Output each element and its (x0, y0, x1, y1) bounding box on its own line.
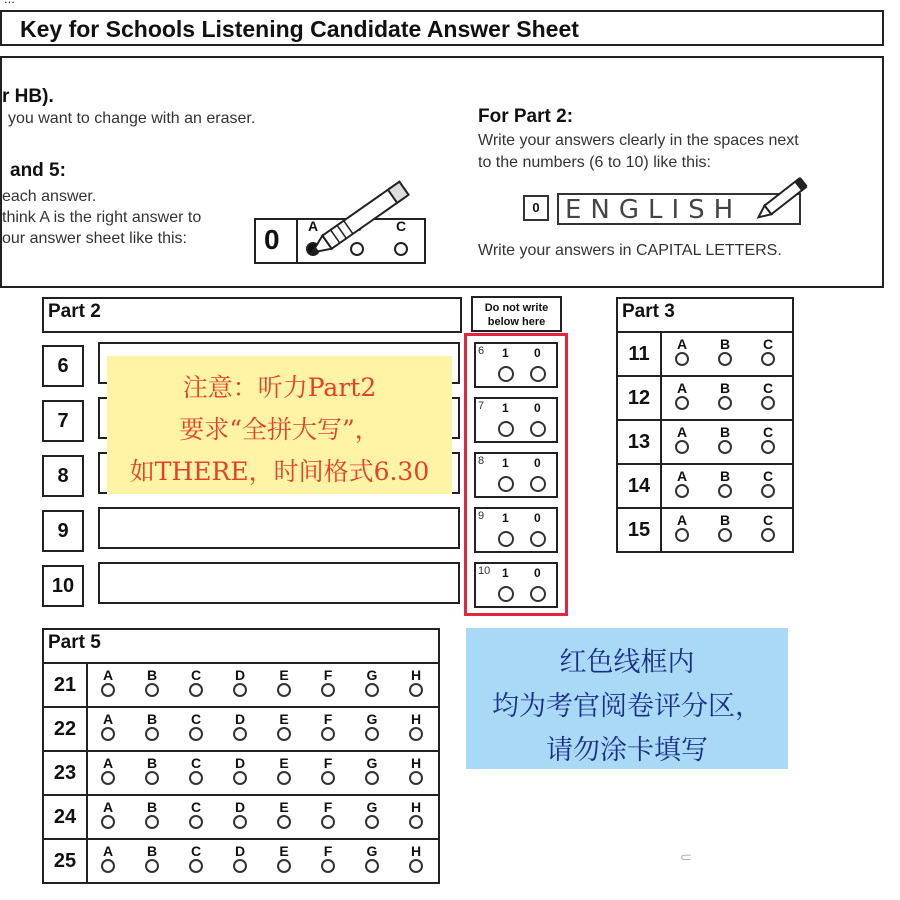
answer-option[interactable] (186, 712, 206, 741)
option-bubble[interactable] (277, 683, 291, 697)
option-letter: G (366, 711, 378, 727)
option-bubble[interactable] (145, 815, 159, 829)
examiner-mark-box (474, 397, 558, 443)
option-letter: A (676, 380, 688, 396)
option-bubble[interactable] (321, 727, 335, 741)
answer-option[interactable] (142, 800, 162, 829)
option-bubble[interactable] (101, 683, 115, 697)
note-line-1: 注意：听力Part2 (182, 373, 377, 402)
question-number: 13 (618, 421, 662, 463)
option-letter: F (323, 711, 333, 727)
part2-answer-field[interactable] (98, 562, 460, 604)
answer-option[interactable] (230, 712, 250, 741)
option-bubble[interactable] (718, 528, 732, 542)
answer-option[interactable] (715, 469, 735, 498)
part2-question-number: 7 (42, 400, 84, 442)
question-number: 21 (44, 664, 88, 706)
part2-header (42, 297, 462, 333)
answer-row (618, 463, 792, 507)
mark-bubble[interactable] (530, 476, 546, 492)
option-letter: G (366, 843, 378, 859)
answer-row (618, 331, 792, 375)
mark-label-0: 0 (534, 401, 541, 415)
option-letter: B (719, 468, 731, 484)
answer-option[interactable] (98, 712, 118, 741)
option-bubble[interactable] (718, 352, 732, 366)
answer-option[interactable] (672, 513, 692, 542)
option-letter: A (676, 336, 688, 352)
answer-row (44, 706, 438, 750)
answer-option[interactable] (672, 337, 692, 366)
answer-option[interactable] (715, 381, 735, 410)
option-bubble[interactable] (409, 815, 423, 829)
mark-label-0: 0 (534, 456, 541, 470)
option-letter: F (323, 843, 333, 859)
mark-question-number: 9 (478, 510, 485, 522)
option-letter: B (146, 799, 158, 815)
option-letter: C (190, 755, 202, 771)
answer-option[interactable] (186, 800, 206, 829)
answer-option[interactable] (142, 756, 162, 785)
option-bubble[interactable] (718, 396, 732, 410)
mark-question-number: 8 (478, 455, 485, 467)
answer-row (44, 750, 438, 794)
example-answer-word: ENGLISH (565, 195, 743, 225)
option-bubble[interactable] (277, 771, 291, 785)
answer-option[interactable] (98, 756, 118, 785)
option-letter: F (323, 667, 333, 683)
answer-option[interactable] (230, 844, 250, 873)
option-letter: A (102, 711, 114, 727)
option-bubble[interactable] (101, 859, 115, 873)
do-not-write-line-1: Do not write (484, 302, 549, 314)
instructions-panel (0, 56, 884, 288)
option-letter: F (323, 755, 333, 771)
answer-option[interactable] (274, 712, 294, 741)
option-letter: A (676, 424, 688, 440)
cropped-header-text (4, 0, 624, 5)
answer-option[interactable] (758, 513, 778, 542)
pencil-icon (300, 178, 430, 258)
option-bubble[interactable] (675, 352, 689, 366)
answer-option[interactable] (274, 800, 294, 829)
answer-row (44, 794, 438, 838)
note-line-1: 红色线框内 (559, 647, 695, 678)
answer-sheet-title-bar (0, 10, 884, 46)
answer-option[interactable] (672, 425, 692, 454)
example-number: 0 (264, 224, 280, 255)
option-letter: E (279, 799, 289, 815)
part2-question-number: 9 (42, 510, 84, 552)
option-bubble[interactable] (233, 727, 247, 741)
answer-option[interactable] (230, 668, 250, 697)
answer-option[interactable] (758, 381, 778, 410)
option-letter: E (279, 711, 289, 727)
option-letter: H (410, 799, 422, 815)
answer-option[interactable] (758, 337, 778, 366)
instruction-line-5: think A is the right answer to (2, 209, 202, 226)
option-bubble[interactable] (365, 727, 379, 741)
option-bubble[interactable] (277, 815, 291, 829)
answer-option[interactable] (98, 844, 118, 873)
option-letter: D (234, 711, 246, 727)
answer-option[interactable] (142, 668, 162, 697)
option-bubble[interactable] (189, 727, 203, 741)
pencil-icon (752, 176, 816, 220)
instruction-line-4: each answer. (2, 188, 97, 205)
option-bubble[interactable] (321, 859, 335, 873)
note-line-2: 要求“全拼大写”， (179, 415, 380, 444)
option-letter: A (102, 667, 114, 683)
option-letter: E (279, 843, 289, 859)
option-letter: C (190, 843, 202, 859)
answer-option[interactable] (758, 469, 778, 498)
option-bubble[interactable] (233, 771, 247, 785)
part5-title: Part 5 (48, 632, 101, 653)
option-bubble[interactable] (145, 683, 159, 697)
examiner-mark-box (474, 452, 558, 498)
mark-bubble[interactable] (530, 366, 546, 382)
option-letter: G (366, 799, 378, 815)
page-title: Key for Schools Listening Candidate Answer Sheet (20, 16, 579, 42)
answer-option[interactable] (406, 756, 426, 785)
part2-instruction-line-1: Write your answers clearly in the spaces next (478, 132, 799, 149)
example-letter-c: C (396, 218, 407, 234)
option-letter: C (190, 799, 202, 815)
option-bubble[interactable] (101, 815, 115, 829)
answer-option[interactable] (758, 425, 778, 454)
option-bubble[interactable] (675, 396, 689, 410)
option-letter: G (366, 755, 378, 771)
example-number-box: 0 (523, 195, 549, 221)
note-examiner-area (466, 628, 788, 769)
option-letter: H (410, 667, 422, 683)
answer-option[interactable] (230, 756, 250, 785)
part3-title: Part 3 (622, 301, 675, 322)
option-bubble[interactable] (101, 771, 115, 785)
question-number: 22 (44, 708, 88, 750)
question-number: 25 (44, 840, 88, 882)
option-letter: D (234, 667, 246, 683)
examiner-mark-box (474, 342, 558, 388)
answer-option[interactable] (362, 800, 382, 829)
question-number: 14 (618, 465, 662, 507)
mark-question-number: 10 (478, 565, 491, 577)
part2-title: Part 2 (48, 301, 101, 322)
option-bubble[interactable] (365, 859, 379, 873)
question-number: 11 (618, 333, 662, 375)
answer-option[interactable] (186, 668, 206, 697)
option-bubble[interactable] (145, 859, 159, 873)
note-line-3: 请勿涂卡填写 (546, 735, 708, 766)
option-bubble[interactable] (365, 815, 379, 829)
option-bubble[interactable] (409, 683, 423, 697)
example-letter-a: A (308, 218, 319, 234)
answer-option[interactable] (672, 381, 692, 410)
option-bubble[interactable] (675, 440, 689, 454)
option-letter: A (676, 468, 688, 484)
option-letter: B (146, 755, 158, 771)
option-letter: C (762, 512, 774, 528)
answer-option[interactable] (142, 712, 162, 741)
examiner-mark-box (474, 507, 558, 553)
option-letter: C (762, 380, 774, 396)
option-letter: H (410, 711, 422, 727)
option-bubble[interactable] (365, 683, 379, 697)
option-bubble[interactable] (761, 528, 775, 542)
option-letter: D (234, 755, 246, 771)
answer-option[interactable] (406, 844, 426, 873)
part2-question-number: 8 (42, 455, 84, 497)
part2-answer-field[interactable] (98, 507, 460, 549)
option-bubble[interactable] (718, 484, 732, 498)
option-bubble[interactable] (761, 352, 775, 366)
mark-bubble[interactable] (498, 586, 514, 602)
instruction-line-1: r HB). (2, 86, 54, 107)
option-bubble[interactable] (409, 771, 423, 785)
mark-bubble[interactable] (498, 366, 514, 382)
mark-bubble[interactable] (530, 531, 546, 547)
option-bubble[interactable] (675, 484, 689, 498)
option-letter: B (146, 667, 158, 683)
answer-option[interactable] (274, 756, 294, 785)
part3-grid (616, 297, 794, 553)
option-bubble[interactable] (675, 528, 689, 542)
option-letter: A (102, 755, 114, 771)
question-number: 15 (618, 509, 662, 551)
option-letter: G (366, 667, 378, 683)
option-bubble[interactable] (145, 771, 159, 785)
option-bubble[interactable] (277, 859, 291, 873)
option-letter: A (102, 799, 114, 815)
answer-option[interactable] (230, 800, 250, 829)
answer-option[interactable] (715, 337, 735, 366)
answer-option[interactable] (318, 712, 338, 741)
option-bubble[interactable] (233, 859, 247, 873)
option-letter: E (279, 755, 289, 771)
mark-bubble[interactable] (530, 586, 546, 602)
answer-option[interactable] (362, 844, 382, 873)
option-bubble[interactable] (233, 815, 247, 829)
mark-label-0: 0 (534, 511, 541, 525)
option-letter: F (323, 799, 333, 815)
answer-row (618, 419, 792, 463)
option-bubble[interactable] (145, 727, 159, 741)
answer-option[interactable] (274, 844, 294, 873)
option-letter: C (762, 468, 774, 484)
answer-option[interactable] (318, 668, 338, 697)
answer-option[interactable] (318, 756, 338, 785)
option-bubble[interactable] (321, 683, 335, 697)
answer-option[interactable] (318, 800, 338, 829)
option-letter: B (719, 336, 731, 352)
answer-option[interactable] (715, 425, 735, 454)
option-bubble[interactable] (409, 727, 423, 741)
mark-bubble[interactable] (498, 531, 514, 547)
option-bubble[interactable] (189, 859, 203, 873)
option-bubble[interactable] (321, 771, 335, 785)
answer-row (44, 838, 438, 882)
option-letter: D (234, 799, 246, 815)
option-letter: H (410, 843, 422, 859)
answer-option[interactable] (406, 668, 426, 697)
mark-label-0: 0 (534, 566, 541, 580)
option-letter: C (762, 336, 774, 352)
part2-question-number: 10 (42, 565, 84, 607)
mark-label-0: 0 (534, 346, 541, 360)
option-bubble[interactable] (321, 815, 335, 829)
option-letter: B (146, 711, 158, 727)
option-bubble[interactable] (761, 440, 775, 454)
option-bubble[interactable] (189, 815, 203, 829)
mark-label-1: 1 (502, 401, 509, 415)
instruction-line-2: you want to change with an eraser. (8, 110, 256, 127)
part5-grid (42, 628, 440, 884)
answer-option[interactable] (142, 844, 162, 873)
note-part2-capitals (107, 356, 452, 494)
mark-question-number: 6 (478, 345, 485, 357)
mark-bubble[interactable] (498, 476, 514, 492)
mark-bubble[interactable] (498, 421, 514, 437)
option-letter: A (676, 512, 688, 528)
option-bubble[interactable] (189, 771, 203, 785)
part2-instruction-line-2: to the numbers (6 to 10) like this: (478, 154, 711, 171)
capital-letters-note: Write your answers in CAPITAL LETTERS. (478, 242, 782, 259)
note-line-2: 均为考官阅卷评分区， (492, 691, 762, 722)
answer-option[interactable] (186, 756, 206, 785)
instruction-line-6: our answer sheet like this: (2, 230, 187, 247)
question-number: 12 (618, 377, 662, 419)
examiner-mark-box (474, 562, 558, 608)
answer-option[interactable] (715, 513, 735, 542)
answer-row (44, 662, 438, 706)
option-letter: B (719, 512, 731, 528)
answer-option[interactable] (98, 800, 118, 829)
option-bubble[interactable] (277, 727, 291, 741)
option-letter: E (279, 667, 289, 683)
option-bubble[interactable] (189, 683, 203, 697)
answer-row (618, 507, 792, 551)
option-letter: H (410, 755, 422, 771)
part2-question-number: 6 (42, 345, 84, 387)
mark-label-1: 1 (502, 566, 509, 580)
option-bubble[interactable] (761, 396, 775, 410)
do-not-write-label (471, 296, 562, 332)
option-bubble[interactable] (101, 727, 115, 741)
option-letter: C (762, 424, 774, 440)
mark-label-1: 1 (502, 511, 509, 525)
mark-bubble[interactable] (530, 421, 546, 437)
option-bubble[interactable] (718, 440, 732, 454)
answer-option[interactable] (406, 800, 426, 829)
option-letter: B (719, 380, 731, 396)
answer-option[interactable] (362, 712, 382, 741)
answer-option[interactable] (406, 712, 426, 741)
option-letter: D (234, 843, 246, 859)
answer-option[interactable] (274, 668, 294, 697)
option-letter: A (102, 843, 114, 859)
answer-option[interactable] (98, 668, 118, 697)
option-letter: B (719, 424, 731, 440)
divider (296, 220, 298, 262)
answer-row (618, 375, 792, 419)
option-bubble[interactable] (365, 771, 379, 785)
mark-label-1: 1 (502, 346, 509, 360)
part2-instruction-heading: For Part 2: (478, 106, 574, 127)
option-letter: B (146, 843, 158, 859)
option-bubble[interactable] (409, 859, 423, 873)
mark-question-number: 7 (478, 400, 485, 412)
answer-option[interactable] (672, 469, 692, 498)
do-not-write-line-2: below here (487, 316, 546, 328)
answer-option[interactable] (362, 668, 382, 697)
answer-option[interactable] (362, 756, 382, 785)
option-bubble[interactable] (761, 484, 775, 498)
note-line-3: 如THERE，时间格式6.30 (129, 457, 430, 486)
mark-label-1: 1 (502, 456, 509, 470)
option-letter: C (190, 711, 202, 727)
option-letter: C (190, 667, 202, 683)
question-number: 24 (44, 796, 88, 838)
decorative-mark: ⸦ (678, 850, 695, 867)
answer-option[interactable] (318, 844, 338, 873)
instruction-heading-part1-5: and 5: (10, 160, 66, 181)
answer-option[interactable] (186, 844, 206, 873)
option-bubble[interactable] (233, 683, 247, 697)
question-number: 23 (44, 752, 88, 794)
